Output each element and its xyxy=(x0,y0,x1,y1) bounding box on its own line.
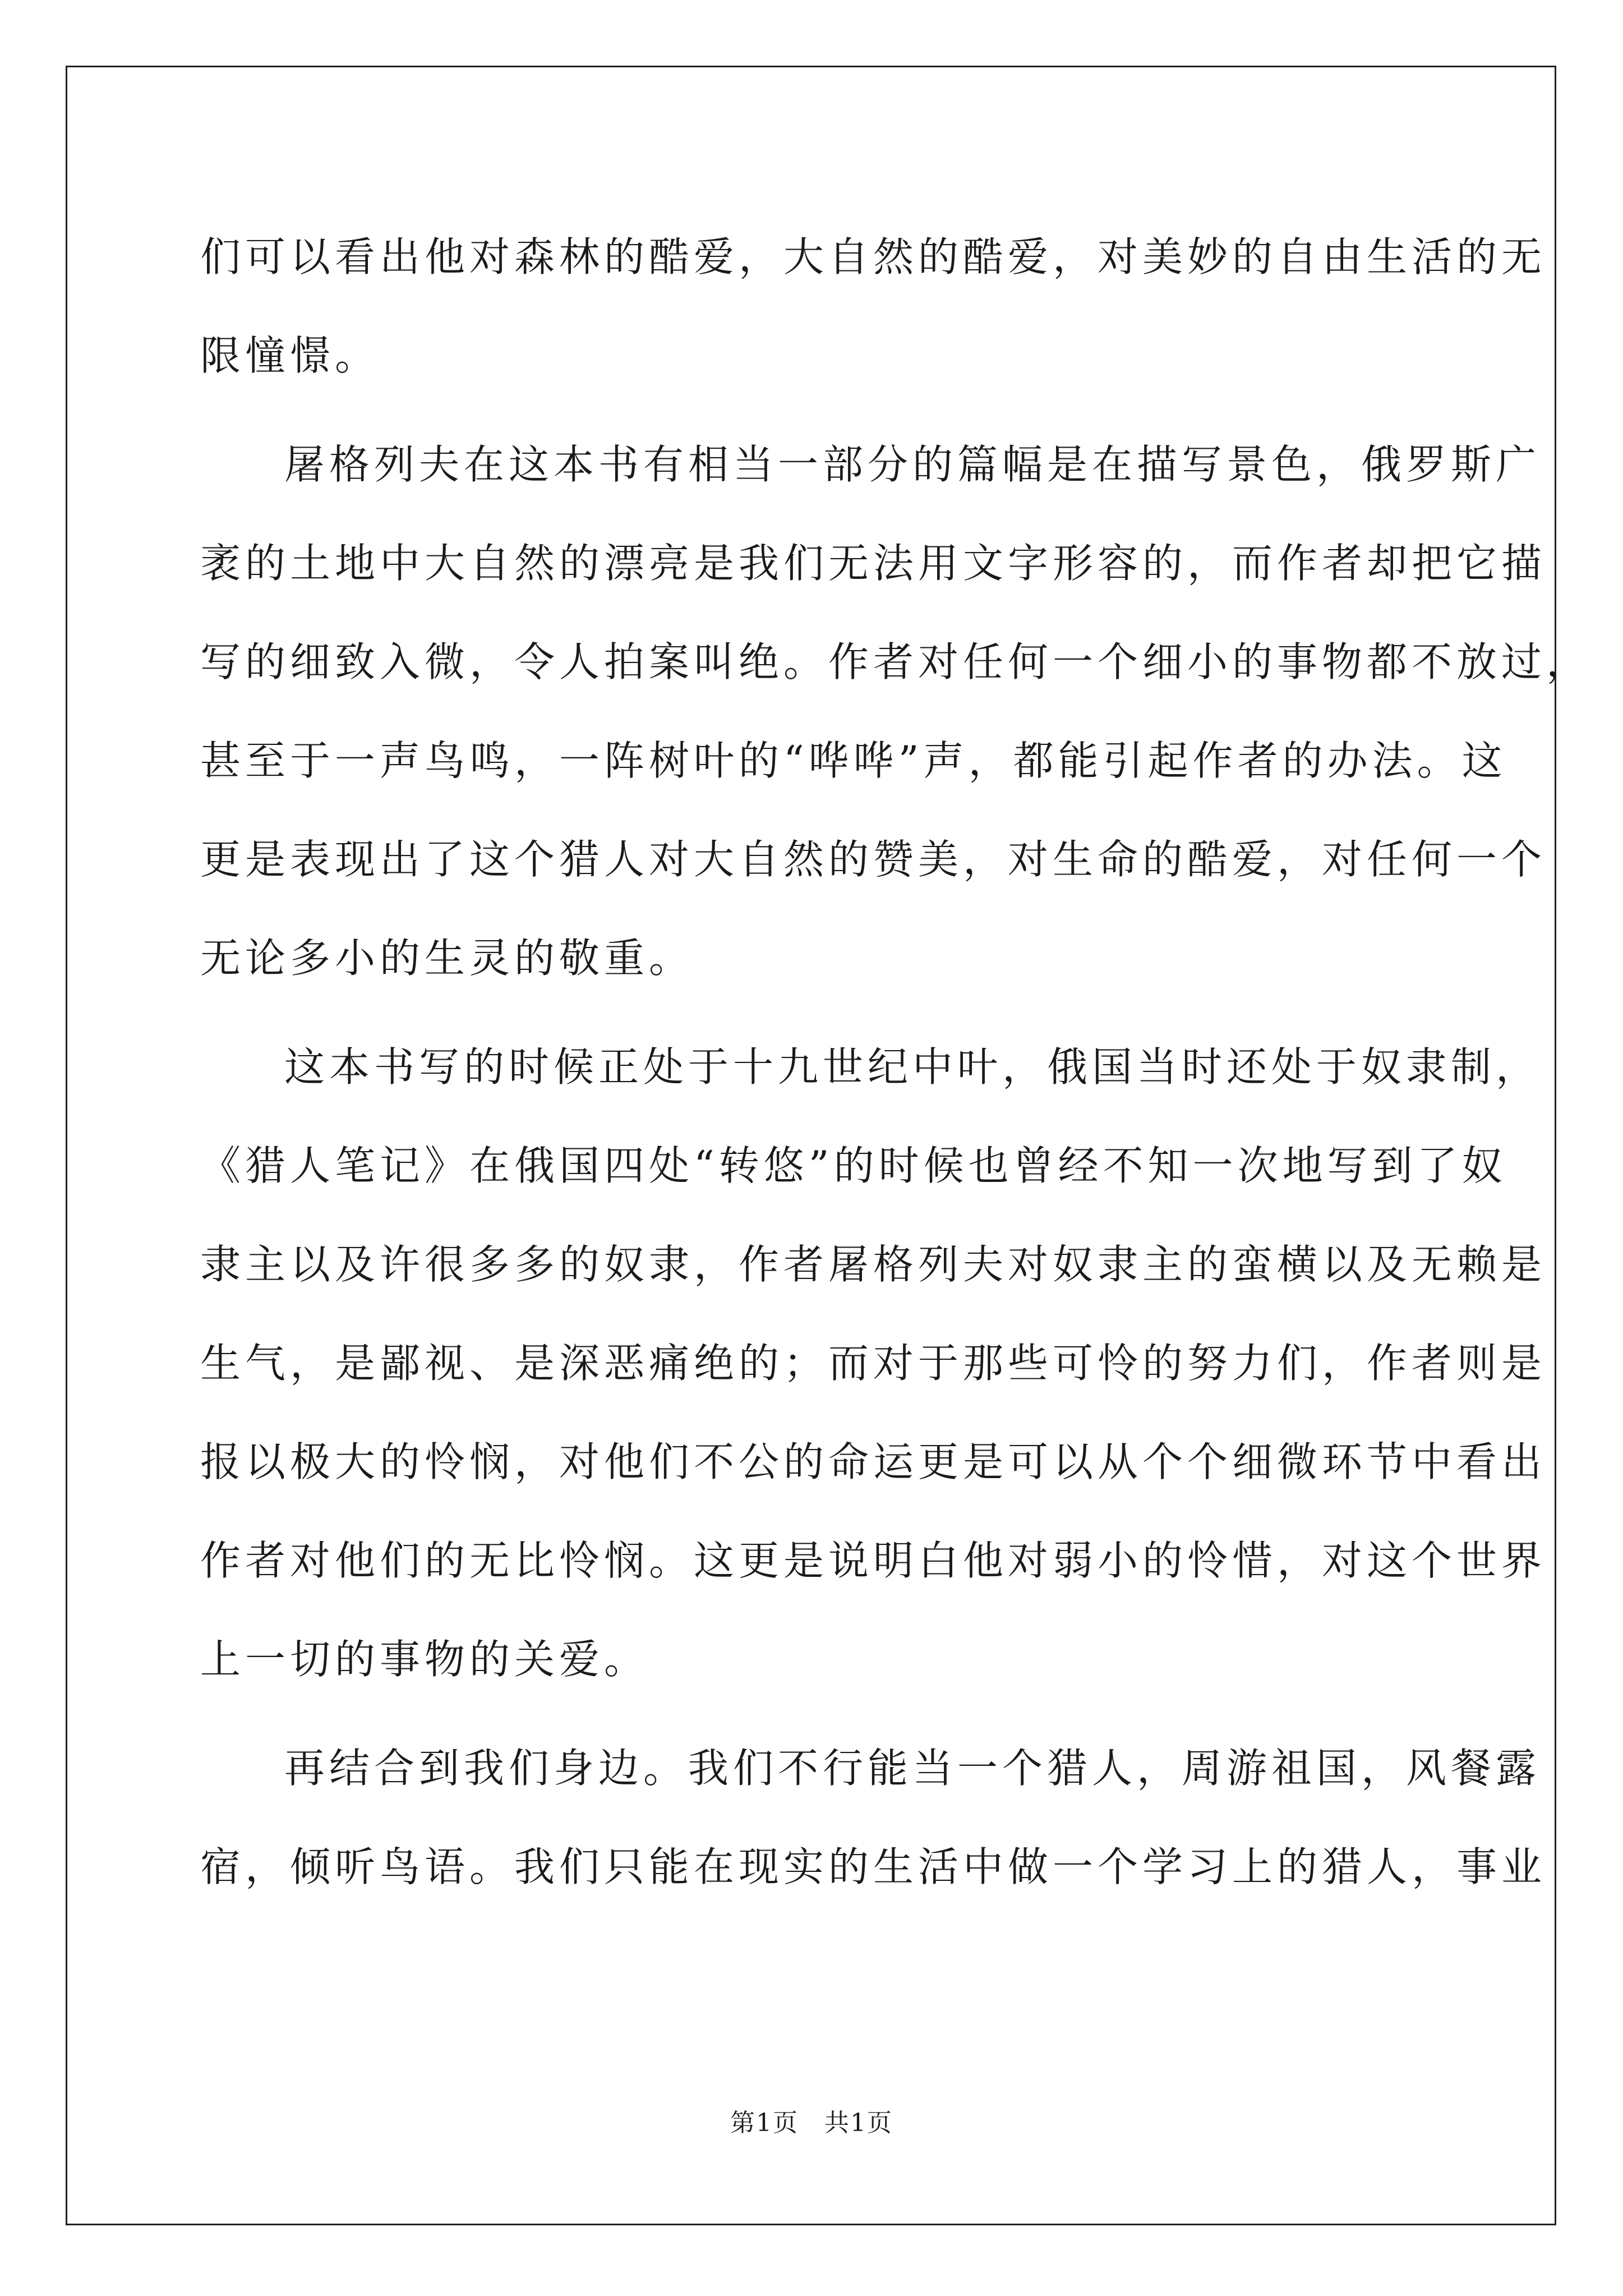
text-line: 甚至于一声鸟鸣，一阵树叶的“哗哗”声，都能引起作者的办法。这 xyxy=(200,737,1507,784)
paragraph-start-line: 再结合到我们身边。我们不行能当一个猎人，周游祖国，风餐露 xyxy=(284,1745,1541,1792)
page-footer xyxy=(0,2106,1623,2140)
text-line: 更是表现出了这个猎人对大自然的赞美，对生命的酷爱，对任何一个 xyxy=(200,836,1547,883)
text-line: 宿，倾听鸟语。我们只能在现实的生活中做一个学习上的猎人，事业 xyxy=(200,1843,1547,1890)
text-line: 报以极大的怜悯，对他们不公的命运更是可以从个个细微环节中看出 xyxy=(200,1438,1547,1485)
text-line: 限憧憬。 xyxy=(200,332,380,379)
text-line: 作者对他们的无比怜悯。这更是说明白他对弱小的怜惜，对这个世界 xyxy=(200,1537,1547,1584)
text-line: 们可以看出他对森林的酷爱，大自然的酷爱，对美妙的自由生活的无 xyxy=(200,233,1547,280)
text-line: 生气，是鄙视、是深恶痛绝的；而对于那些可怜的努力们，作者则是 xyxy=(200,1340,1547,1387)
page-total: 共1页 xyxy=(824,2109,893,2137)
text-line: 袤的土地中大自然的漂亮是我们无法用文字形容的，而作者却把它描 xyxy=(200,540,1547,587)
paragraph-start-line: 这本书写的时候正处于十九世纪中叶，俄国当时还处于奴隶制， xyxy=(284,1043,1541,1091)
text-line: 上一切的事物的关爱。 xyxy=(200,1636,649,1683)
page-number: 第1页 xyxy=(730,2109,799,2137)
text-line: 隶主以及许很多多的奴隶，作者屠格列夫对奴隶主的蛮横以及无赖是 xyxy=(200,1241,1547,1288)
text-line: 无论多小的生灵的敬重。 xyxy=(200,935,694,982)
text-line: 写的细致入微，令人拍案叫绝。作者对任何一个细小的事物都不放过， xyxy=(200,638,1592,685)
body-text xyxy=(200,208,1592,1916)
text-line: 《猎人笔记》在俄国四处“转悠”的时候也曾经不知一次地写到了奴 xyxy=(200,1142,1507,1189)
paragraph-start-line: 屠格列夫在这本书有相当一部分的篇幅是在描写景色，俄罗斯广 xyxy=(284,441,1541,488)
